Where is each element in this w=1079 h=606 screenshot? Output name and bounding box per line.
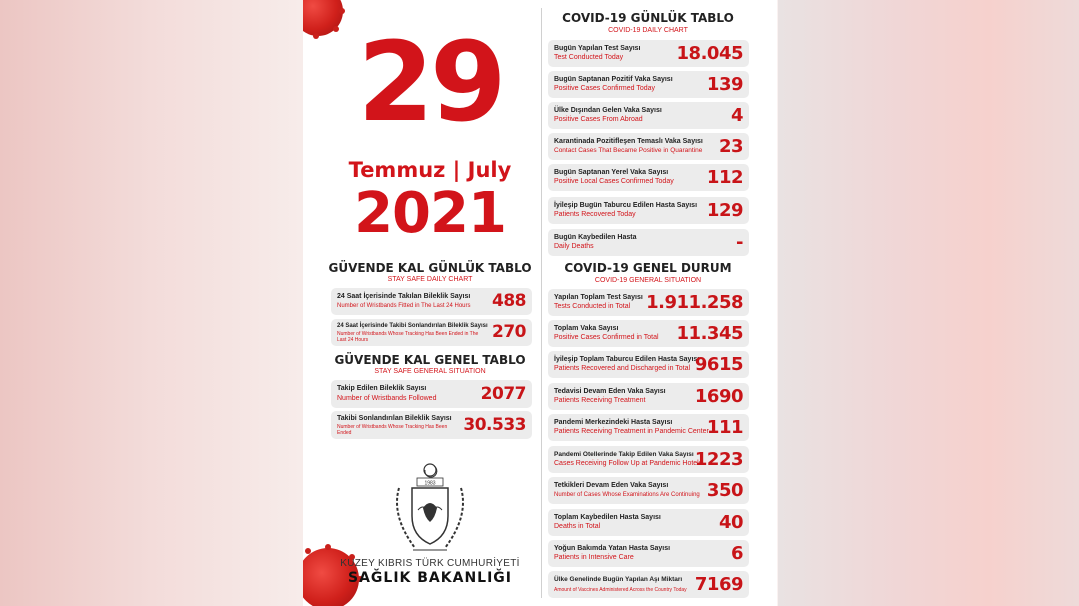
table-row — [548, 320, 749, 347]
background-right — [778, 0, 1079, 606]
row-label-tr: Pandemi Otellerinde Takip Edilen Vaka Sayısı — [554, 451, 694, 458]
row-label-en: Positive Cases Confirmed Today — [554, 85, 656, 92]
table-row — [331, 411, 532, 439]
row-value: 1690 — [694, 386, 743, 407]
table-row — [331, 380, 532, 408]
table-row — [548, 414, 749, 441]
row-value: 270 — [492, 322, 526, 342]
emblem-year: 1983 — [424, 480, 436, 487]
row-label-en: Number of Wristbands Followed — [337, 395, 437, 402]
row-value: 112 — [706, 167, 743, 188]
row-value: 111 — [706, 417, 743, 438]
row-value: 30.533 — [463, 415, 526, 435]
table-row — [331, 319, 532, 346]
table-row — [548, 197, 749, 224]
table-row — [548, 383, 749, 410]
table-row — [548, 71, 749, 98]
table-row — [548, 446, 749, 473]
row-value: 7169 — [694, 574, 743, 595]
row-label-tr: İyileşip Bugün Taburcu Edilen Hasta Sayısı — [554, 202, 698, 209]
row-label-en: Number of Wristbands Whose Tracking Has Been Ended in The — [337, 331, 479, 337]
table-row — [548, 102, 749, 129]
row-label-en: Positive Cases From Abroad — [554, 116, 643, 123]
row-label-tr: Tetkikleri Devam Eden Vaka Sayısı — [554, 482, 669, 489]
row-value: 488 — [492, 291, 526, 311]
row-label-en: Patients Receiving Treatment — [554, 397, 646, 404]
row-label-en: Positive Local Cases Confirmed Today — [554, 178, 674, 185]
safe-daily-subtitle: STAY SAFE DAILY CHART — [387, 276, 473, 283]
ministry-emblem-icon — [385, 458, 475, 558]
row-value: 1223 — [694, 449, 743, 470]
date-year: 2021 — [354, 181, 506, 246]
row-label-tr: İyileşip Toplam Taburcu Edilen Hasta Sayısı — [554, 356, 700, 363]
row-label-tr: Toplam Kaybedilen Hasta Sayısı — [554, 514, 661, 521]
row-label-tr: Bugün Kaybedilen Hasta — [554, 234, 637, 241]
row-label-en: Patients Receiving Treatment in Pandemic Center — [554, 428, 709, 435]
row-label-en: Test Conducted Today — [554, 54, 624, 61]
row-label-tr: Ülke Dışından Gelen Vaka Sayısı — [554, 107, 662, 114]
row-value: 6 — [730, 543, 743, 564]
table-row — [548, 540, 749, 567]
table-row — [548, 351, 749, 378]
covid-daily-subtitle: COVID-19 DAILY CHART — [608, 27, 688, 34]
safe-daily-title: GÜVENDE KAL GÜNLÜK TABLO — [328, 261, 532, 275]
row-label-en: Tests Conducted in Total — [554, 303, 631, 310]
row-value: 129 — [706, 200, 743, 221]
row-label-en: Patients Recovered Today — [554, 211, 636, 218]
ministry-name-line2: SAĞLIK BAKANLIĞI — [348, 570, 512, 586]
row-value: 18.045 — [676, 43, 743, 64]
row-label-tr: Bugün Saptanan Yerel Vaka Sayısı — [554, 169, 669, 176]
row-label-tr: 24 Saat İçerisinde Takibi Sonlandırılan Bileklik Sayısı — [337, 323, 488, 329]
row-value: 11.345 — [676, 323, 743, 344]
row-label-en: Contact Cases That Became Positive in Quarantine — [554, 147, 703, 154]
table-row — [548, 509, 749, 536]
row-label-en-cont: Ended — [337, 430, 352, 436]
row-label-tr: Toplam Vaka Sayısı — [554, 325, 619, 332]
row-value: 139 — [706, 74, 743, 95]
table-row — [548, 571, 749, 598]
table-row — [331, 288, 532, 315]
row-value: 350 — [706, 480, 743, 501]
covid-general-subtitle: COVID-19 GENERAL SITUATION — [594, 277, 702, 284]
row-label-en: Daily Deaths — [554, 243, 594, 250]
row-label-tr: Bugün Saptanan Pozitif Vaka Sayısı — [554, 76, 673, 83]
row-value: 40 — [718, 512, 743, 533]
row-value: 1.911.258 — [646, 292, 743, 313]
row-label-en-cont: Last 24 Hours — [337, 337, 369, 343]
row-label-en: Deaths in Total — [554, 523, 601, 530]
row-label-tr: Karantinada Pozitifleşen Temaslı Vaka Sayısı — [554, 138, 703, 145]
table-row — [548, 164, 749, 191]
table-row — [548, 477, 749, 504]
row-value: 9615 — [694, 354, 743, 375]
row-label-en: Number of Wristbands Fitted in The Last 24 Hours — [337, 303, 471, 309]
row-label-tr: Yapılan Toplam Test Sayısı — [554, 294, 643, 301]
table-row — [548, 40, 749, 67]
row-label-tr: Pandemi Merkezindeki Hasta Sayısı — [554, 419, 673, 426]
row-value: 4 — [730, 105, 743, 126]
safe-general-subtitle: STAY SAFE GENERAL SITUATION — [374, 368, 486, 375]
table-row — [548, 229, 749, 256]
row-label-en: Patients in Intensive Care — [554, 554, 634, 561]
row-label-en: Number of Wristbands Whose Tracking Has Been — [337, 424, 448, 430]
row-label-tr: Bugün Yapılan Test Sayısı — [554, 45, 641, 52]
covid-general-title: COVID-19 GENEL DURUM — [564, 261, 732, 275]
date-day: 29 — [357, 18, 503, 146]
row-label-tr: Yoğun Bakımda Yatan Hasta Sayısı — [554, 545, 671, 552]
row-label-tr: Takip Edilen Bileklik Sayısı — [337, 385, 427, 392]
ministry-name-line1: KUZEY KIBRIS TÜRK CUMHURİYETİ — [340, 558, 520, 569]
row-value: - — [736, 232, 743, 253]
safe-general-title: GÜVENDE KAL GENEL TABLO — [334, 353, 526, 367]
row-label-tr: Tedavisi Devam Eden Vaka Sayısı — [554, 388, 666, 395]
row-label-tr: Ülke Genelinde Bugün Yapılan Aşı Miktarı — [554, 576, 683, 583]
row-label-en: Positive Cases Confirmed in Total — [554, 334, 659, 341]
row-label-en: Cases Receiving Follow Up at Pandemic Hotels — [554, 460, 703, 467]
column-divider — [541, 8, 542, 598]
row-label-tr: 24 Saat İçerisinde Takılan Bileklik Sayısı — [337, 293, 471, 300]
row-label-tr: Takibi Sonlandırılan Bileklik Sayısı — [337, 415, 452, 422]
row-value: 2077 — [480, 384, 526, 404]
table-row — [548, 289, 749, 316]
row-label-en: Amount of Vaccines Administered Across the Country Today — [554, 587, 687, 593]
row-label-en: Number of Cases Whose Examinations Are Continuing — [554, 492, 700, 498]
daily-report-poster — [303, 0, 777, 606]
table-row — [548, 133, 749, 160]
covid-daily-title: COVID-19 GÜNLÜK TABLO — [562, 11, 734, 25]
row-label-en: Patients Recovered and Discharged in Total — [554, 365, 691, 372]
date-month: Temmuz | July — [348, 158, 512, 182]
row-value: 23 — [718, 136, 743, 157]
